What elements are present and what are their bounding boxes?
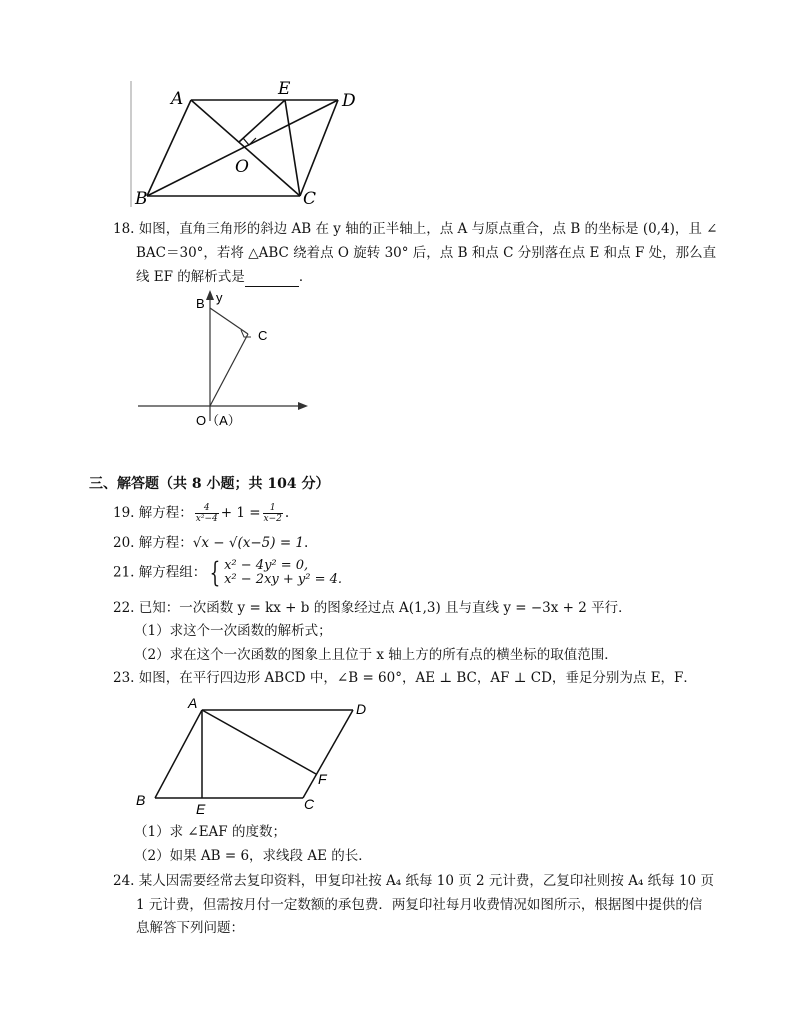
- label-E: E: [278, 79, 291, 99]
- label-O: O: [235, 157, 249, 177]
- figure-parallelogram-altitudes: [130, 694, 380, 818]
- q24-line1: 24. 某人因需要经常去复印资料，甲复印社按 A₄ 纸每 10 页 2 元计费，乙复印社则按 A₄ 纸每 10 页: [113, 873, 714, 889]
- q22-main: 22. 已知：一次函数 y = kx + b 的图象经过点 A(1,3) 且与直线 y = −3x + 2 平行．: [113, 600, 632, 616]
- answer-blank: [245, 272, 299, 287]
- fraction-1: $\frac{4}{\text{x²−4}}$: [195, 503, 218, 524]
- label-C: C: [304, 796, 315, 812]
- q18-line3: 线 EF 的解析式是 ．: [136, 269, 313, 285]
- q18-line2: BAC＝30°，若将 △ABC 绕着点 O 旋转 30° 后，点 B 和点 C 分别落在点 E 和点 F 处，那么直: [136, 245, 717, 261]
- q24-line3: 息解答下列问题：: [136, 920, 244, 936]
- q23-sub2: （2）如果 AB = 6，求线段 AE 的长．: [134, 848, 372, 864]
- label-C: C: [303, 189, 317, 209]
- label-F: F: [318, 771, 327, 787]
- q22-sub1: （1）求这个一次函数的解析式；: [134, 623, 332, 639]
- label-B: B: [135, 189, 148, 209]
- label-A: A: [188, 695, 198, 711]
- q19: 19. 解方程： $\frac{4}{\text{x²−4}}$ + 1 = $\frac{1}{x-2}$ .: [113, 503, 290, 524]
- q21: 21. 解方程组： { x² − 4y² = 0, x² − 2xy + y² = 4.: [113, 556, 343, 589]
- q23-main: 23. 如图，在平行四边形 ABCD 中，∠B = 60°，AE ⊥ BC，AF ⊥ CD，垂足分别为点 E，F．: [113, 670, 697, 686]
- label-C: C: [258, 328, 268, 343]
- q18-line1: 18. 如图，直角三角形的斜边 AB 在 y 轴的正半轴上，点 A 与原点重合，点 B 的坐标是 (0,4)，且 ∠: [113, 221, 718, 237]
- label-B: B: [136, 792, 146, 808]
- label-D: D: [342, 91, 356, 111]
- fraction-2: $\frac{1}{x-2}$: [263, 503, 282, 524]
- label-B: B: [196, 296, 205, 311]
- section-3-title: 三、解答题（共 8 小题；共 104 分）: [89, 476, 330, 492]
- system-brace: {: [209, 556, 221, 589]
- label-D: D: [356, 701, 367, 717]
- equation-system: x² − 4y² = 0, x² − 2xy + y² = 4.: [224, 558, 343, 587]
- label-y: y: [216, 290, 223, 305]
- q22-sub2: （2）求在这个一次函数的图象上且位于 x 轴上方的所有点的横坐标的取值范围．: [134, 647, 618, 663]
- q20: 20. 解方程：√x − √(x−5) = 1.: [113, 535, 309, 551]
- q24-line2: 1 元计费，但需按月付一定数额的承包费．两复印社每月收费情况如图所示，根据图中提供的信: [136, 897, 703, 913]
- q23-sub1: （1）求 ∠EAF 的度数；: [134, 824, 286, 840]
- figure-parallelogram-abcd-o: [125, 75, 375, 210]
- figure-coordinate-triangle: [138, 286, 313, 436]
- label-E: E: [196, 801, 206, 817]
- label-O-A: O（A）: [196, 413, 241, 428]
- label-A: A: [171, 89, 184, 109]
